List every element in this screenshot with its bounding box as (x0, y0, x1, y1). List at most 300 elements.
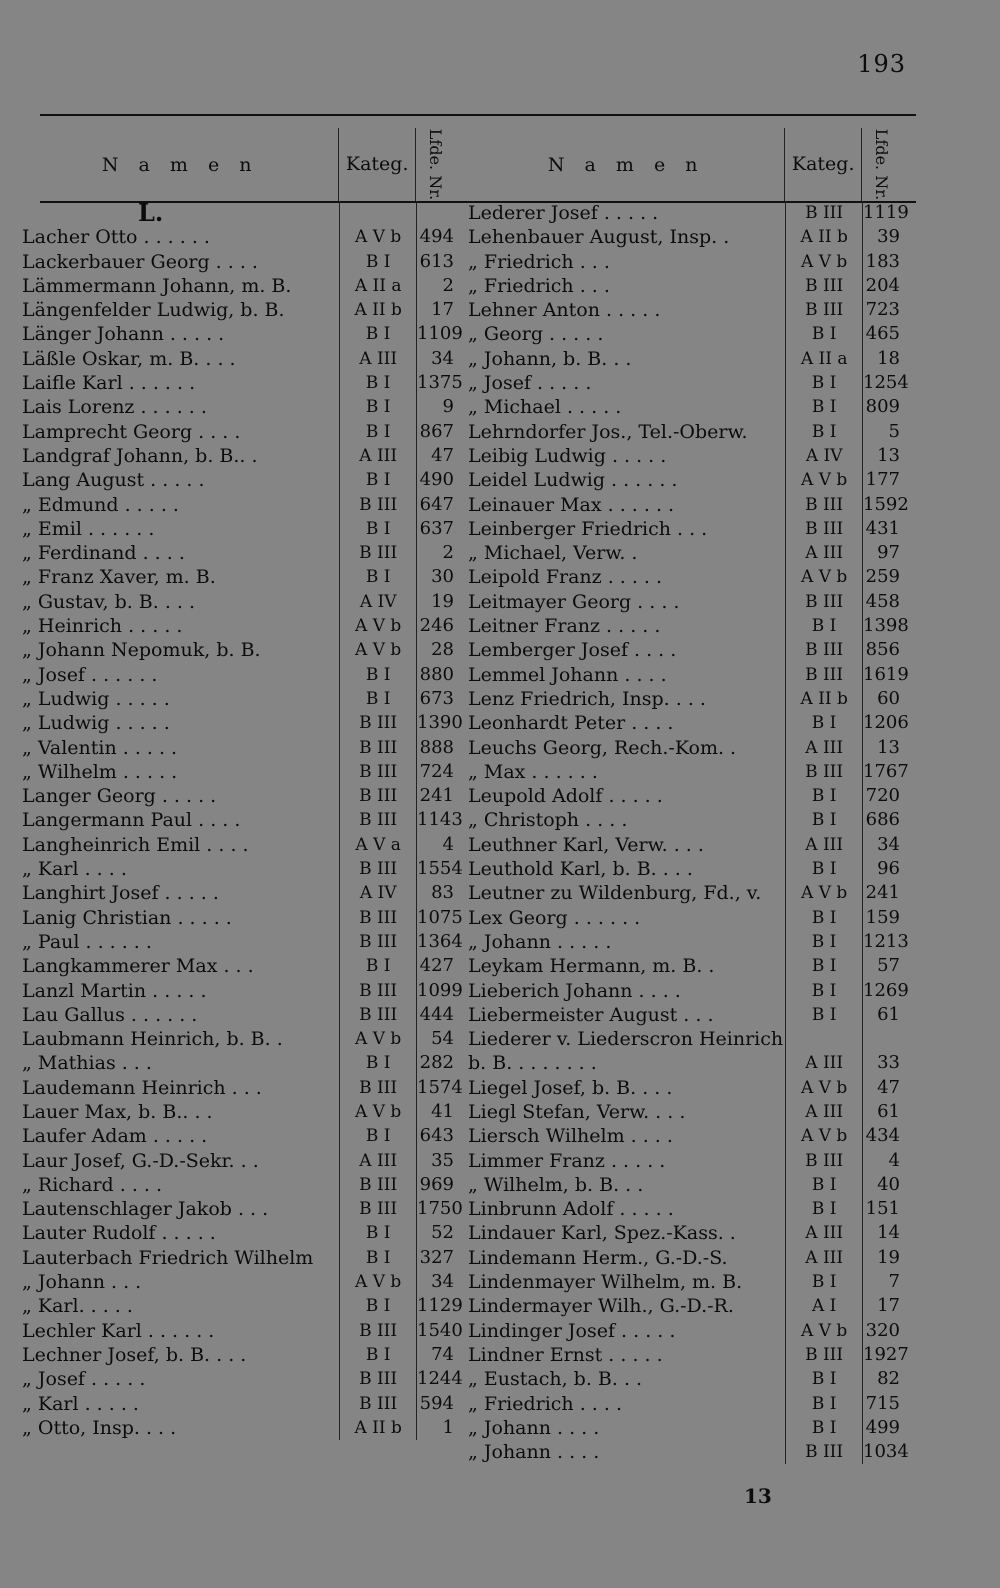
cell-nr: 809 (862, 395, 902, 419)
table-row (22, 468, 456, 492)
cell-nr: 52 (416, 1221, 456, 1245)
table-row (468, 1416, 902, 1440)
table-row (468, 1051, 902, 1075)
cell-name: Längenfelder Ludwig, b. B. (22, 299, 285, 322)
cell-nr: 1540 (416, 1319, 456, 1343)
table-row (22, 808, 463, 832)
cell-nr: 1927 (862, 1343, 902, 1367)
cell-nr: 643 (416, 1124, 456, 1148)
cell-nr: 39 (862, 225, 902, 249)
cell-name: Leuthold Karl, b. B. . . . (468, 858, 693, 881)
cell-kat: B I (339, 517, 416, 541)
cell-kat: B I (339, 565, 416, 589)
cell-nr: 17 (416, 298, 456, 322)
cell-name: „ Franz Xaver, m. B. (22, 566, 216, 589)
cell-name: Leinauer Max . . . . . . (468, 493, 675, 516)
table-row (22, 274, 456, 298)
cell-kat: B I (339, 1221, 416, 1245)
cell-nr: 18 (862, 347, 902, 371)
cell-name: Lemberger Josef . . . . (468, 639, 677, 662)
cell-nr: 1574 (416, 1076, 456, 1100)
cell-nr: 97 (862, 541, 902, 565)
cell-name: „ Wilhelm, b. B. . . (468, 1173, 644, 1196)
cell-name: Limmer Franz . . . . . (468, 1149, 666, 1172)
table-row (468, 420, 902, 444)
cell-nr: 57 (862, 954, 902, 978)
cell-nr: 9 (416, 395, 456, 419)
cell-name: „ Josef . . . . . (22, 1368, 146, 1391)
cell-nr: 715 (862, 1392, 902, 1416)
cell-nr: 17 (862, 1294, 902, 1318)
table-row (468, 298, 902, 322)
cell-name: Langermann Paul . . . . (22, 809, 241, 832)
cell-nr: 499 (862, 1416, 902, 1440)
table-row (468, 857, 902, 881)
table-row (22, 979, 463, 1003)
cell-nr: 1619 (862, 663, 902, 687)
cell-name: Lindermayer Wilh., G.-D.-R. (468, 1295, 734, 1318)
table-row (468, 1367, 902, 1391)
cell-nr: 2 (416, 274, 456, 298)
table-row (468, 1270, 902, 1294)
cell-kat: B III (785, 298, 862, 322)
cell-nr: 1254 (862, 371, 902, 395)
table-row (468, 493, 909, 517)
cell-name: Lehenbauer August, Insp. . (468, 226, 730, 249)
cell-name: Lanig Christian . . . . . (22, 906, 232, 929)
cell-name: Leinberger Friedrich . . . (468, 517, 708, 540)
top-rule (40, 114, 916, 116)
cell-kat: A V b (785, 1124, 862, 1148)
cell-name: Liegel Josef, b. B. . . . (468, 1076, 673, 1099)
cell-nr: 33 (862, 1051, 902, 1075)
cell-kat: B I (339, 1051, 416, 1075)
cell-name: „ Ferdinand . . . . (22, 542, 185, 565)
cell-kat: A V b (785, 1319, 862, 1343)
table-row (22, 711, 463, 735)
cell-kat: B I (339, 1124, 416, 1148)
table-row (22, 1367, 463, 1391)
cell-kat: B I (785, 322, 862, 346)
cell-kat: B I (785, 857, 862, 881)
cell-kat: A III (339, 444, 416, 468)
cell-name: Leupold Adolf . . . . . (468, 785, 663, 808)
cell-name: Lemmel Johann . . . . (468, 663, 667, 686)
cell-nr: 1099 (416, 979, 456, 1003)
cell-nr: 594 (416, 1392, 456, 1416)
cell-name: Lanzl Martin . . . . . (22, 979, 207, 1002)
cell-nr: 61 (862, 1100, 902, 1124)
cell-kat: B I (339, 468, 416, 492)
table-row (468, 979, 909, 1003)
table-row (468, 1294, 902, 1318)
cell-name: Laudemann Heinrich . . . (22, 1076, 262, 1099)
table-row (468, 322, 902, 346)
cell-nr: 888 (416, 736, 456, 760)
cell-kat: B III (339, 493, 416, 517)
table-row (22, 444, 456, 468)
cell-nr: 1129 (416, 1294, 456, 1318)
table-row (468, 881, 902, 905)
table-row (22, 322, 463, 346)
cell-kat: B I (785, 395, 862, 419)
cell-name: „ Friedrich . . . . (468, 1392, 622, 1415)
cell-name: Laur Josef, G.-D.-Sekr. . . (22, 1149, 259, 1172)
cell-kat: B I (339, 954, 416, 978)
table-row (468, 371, 909, 395)
cell-name: Läßle Oskar, m. B. . . . (22, 347, 236, 370)
right-header-row (468, 128, 902, 201)
cell-kat: B I (785, 420, 862, 444)
cell-kat: B III (785, 1149, 862, 1173)
header-nr-label: Lfde. Nr. (872, 128, 892, 201)
table-row (468, 395, 902, 419)
cell-kat: B I (785, 1392, 862, 1416)
cell-kat: B III (785, 590, 862, 614)
table-row (22, 1416, 456, 1440)
cell-kat: B III (339, 1173, 416, 1197)
cell-kat: B I (785, 784, 862, 808)
cell-nr: 969 (416, 1173, 456, 1197)
cell-name: Lenz Friedrich, Insp. . . . (468, 687, 706, 710)
cell-kat: B I (785, 1270, 862, 1294)
table-row (22, 1343, 456, 1367)
table-row (468, 517, 902, 541)
cell-name: Leitmayer Georg . . . . (468, 590, 680, 613)
cell-nr: 880 (416, 663, 456, 687)
cell-nr: 259 (862, 565, 902, 589)
cell-kat: B III (785, 201, 862, 225)
cell-name: „ Georg . . . . . (468, 323, 604, 346)
cell-nr: 30 (416, 565, 456, 589)
cell-kat: A III (785, 541, 862, 565)
cell-nr: 686 (862, 808, 902, 832)
cell-kat: B III (339, 711, 416, 735)
cell-nr: 35 (416, 1149, 456, 1173)
cell-nr: 2 (416, 541, 456, 565)
table-row (22, 1100, 456, 1124)
cell-name: L. (138, 201, 164, 226)
cell-name: „ Karl . . . . . (22, 1392, 139, 1415)
cell-kat: B I (339, 322, 416, 346)
cell-kat: B III (339, 906, 416, 930)
table-row (468, 541, 902, 565)
cell-name: „ Johann . . . (22, 1271, 142, 1294)
table-row (468, 1076, 902, 1100)
table-row (22, 1319, 463, 1343)
cell-name: Lämmermann Johann, m. B. (22, 274, 292, 297)
table-row (468, 225, 902, 249)
cell-nr: 13 (862, 736, 902, 760)
table-row (468, 1100, 902, 1124)
table-row (22, 1027, 456, 1051)
cell-nr: 1244 (416, 1367, 456, 1391)
cell-kat: A II b (785, 687, 862, 711)
cell-nr: 151 (862, 1197, 902, 1221)
cell-nr: 246 (416, 614, 456, 638)
table-row (468, 468, 902, 492)
page-number: 193 (857, 50, 906, 78)
cell-kat: A IV (339, 590, 416, 614)
table-row (22, 881, 456, 905)
cell-name: Langhirt Josef . . . . . (22, 882, 219, 905)
cell-kat: B III (339, 930, 416, 954)
cell-name: Leutner zu Wildenburg, Fd., v. (468, 882, 762, 905)
header-nr (861, 128, 902, 201)
cell-kat: B III (339, 760, 416, 784)
cell-nr: 241 (862, 881, 902, 905)
header-kateg: Kateg. (338, 128, 415, 201)
cell-nr: 282 (416, 1051, 456, 1075)
table-row (468, 1173, 902, 1197)
cell-nr: 1143 (416, 808, 456, 832)
table-row (22, 1076, 463, 1100)
cell-nr: 431 (862, 517, 902, 541)
cell-kat: A III (785, 1246, 862, 1270)
table-row (22, 954, 456, 978)
cell-nr: 427 (416, 954, 456, 978)
table-row (468, 930, 909, 954)
cell-kat: A V b (339, 225, 416, 249)
cell-kat: A III (785, 833, 862, 857)
cell-name: Lindenmayer Wilhelm, m. B. (468, 1271, 743, 1294)
cell-kat: B III (339, 979, 416, 1003)
cell-name: Langkammerer Max . . . (22, 955, 254, 978)
cell-name: b. B. . . . . . . . (468, 1052, 597, 1075)
cell-kat: B I (785, 1416, 862, 1440)
cell-nr (862, 1027, 902, 1051)
cell-name: Lehner Anton . . . . . (468, 299, 661, 322)
table-row (468, 1319, 902, 1343)
cell-name: „ Wilhelm . . . . . (22, 760, 178, 783)
cell-name: „ Ludwig . . . . . (22, 712, 170, 735)
table-row (468, 1392, 902, 1416)
cell-nr: 34 (416, 347, 456, 371)
cell-kat: B I (785, 930, 862, 954)
cell-kat: B I (339, 420, 416, 444)
cell-kat: A III (339, 347, 416, 371)
cell-name: Leuchs Georg, Rech.-Kom. . (468, 736, 737, 759)
cell-name: Lackerbauer Georg . . . . (22, 250, 258, 273)
cell-nr: 1075 (416, 906, 456, 930)
cell-kat: B I (785, 808, 862, 832)
table-row (22, 395, 456, 419)
table-row (468, 444, 902, 468)
cell-nr: 434 (862, 1124, 902, 1148)
table-row (468, 1343, 909, 1367)
cell-nr: 1390 (416, 711, 456, 735)
cell-name: Lehrndorfer Jos., Tel.-Oberw. (468, 420, 748, 443)
cell-nr: 204 (862, 274, 902, 298)
cell-name: „ Karl. . . . . (22, 1295, 133, 1318)
cell-name: Lacher Otto . . . . . . (22, 226, 210, 249)
cell-nr: 74 (416, 1343, 456, 1367)
table-row (22, 420, 456, 444)
cell-nr: 613 (416, 250, 456, 274)
cell-name: Lautenschlager Jakob . . . (22, 1198, 269, 1221)
cell-name: „ Paul . . . . . . (22, 930, 152, 953)
cell-name: Liersch Wilhelm . . . . (468, 1125, 673, 1148)
table-row (22, 298, 456, 322)
cell-kat: A V b (785, 468, 862, 492)
cell-name: Leibig Ludwig . . . . . (468, 444, 667, 467)
table-row (468, 1027, 902, 1051)
cell-kat: A II b (785, 225, 862, 249)
cell-kat: A II b (339, 1416, 416, 1440)
cell-nr: 60 (862, 687, 902, 711)
table-row (22, 736, 456, 760)
cell-nr: 1554 (416, 857, 456, 881)
cell-kat: A I (785, 1294, 862, 1318)
cell-nr: 458 (862, 590, 902, 614)
cell-name: „ Max . . . . . . (468, 760, 598, 783)
cell-kat: B III (785, 638, 862, 662)
cell-name: Leonhardt Peter . . . . (468, 712, 674, 735)
table-row (468, 906, 902, 930)
table-row (22, 1294, 463, 1318)
cell-kat: A V b (785, 881, 862, 905)
table-row (22, 541, 456, 565)
cell-kat: B III (785, 760, 862, 784)
left-header-row (22, 128, 456, 201)
cell-kat: B I (339, 371, 416, 395)
table-row (22, 1003, 456, 1027)
cell-kat: B I (339, 1343, 416, 1367)
cell-kat: B I (785, 954, 862, 978)
right-rows (468, 201, 909, 1464)
cell-name: „ Johann, b. B. . . (468, 347, 632, 370)
cell-nr: 19 (862, 1246, 902, 1270)
table-row (468, 638, 902, 662)
cell-name: „ Heinrich . . . . . (22, 615, 183, 638)
cell-nr: 61 (862, 1003, 902, 1027)
table-row (468, 590, 902, 614)
cell-name: „ Ludwig . . . . . (22, 687, 170, 710)
cell-name: „ Otto, Insp. . . . (22, 1416, 177, 1439)
cell-nr: 7 (862, 1270, 902, 1294)
cell-name: „ Mathias . . . (22, 1052, 152, 1075)
cell-nr: 1213 (862, 930, 902, 954)
cell-kat: B III (339, 1319, 416, 1343)
cell-nr: 34 (862, 833, 902, 857)
cell-nr: 494 (416, 225, 456, 249)
cell-kat: A V b (339, 1270, 416, 1294)
header-kateg: Kateg. (784, 128, 861, 201)
cell-kat: A IV (785, 444, 862, 468)
cell-kat: A III (785, 736, 862, 760)
cell-name: „ Michael . . . . . (468, 396, 622, 419)
cell-name: Leidel Ludwig . . . . . . (468, 469, 678, 492)
cell-kat: A III (785, 1221, 862, 1245)
cell-kat: A V b (339, 638, 416, 662)
cell-kat: A V b (785, 250, 862, 274)
header-nr-label: Lfde. Nr. (426, 128, 446, 201)
cell-kat: B I (339, 663, 416, 687)
cell-kat: A IV (339, 881, 416, 905)
cell-nr: 28 (416, 638, 456, 662)
cell-nr: 1364 (416, 930, 456, 954)
cell-kat: A III (785, 1100, 862, 1124)
cell-kat: A V b (339, 1100, 416, 1124)
cell-kat: B III (339, 784, 416, 808)
cell-nr: 34 (416, 1270, 456, 1294)
table-row (22, 201, 456, 225)
cell-name: „ Friedrich . . . (468, 250, 610, 273)
table-row (468, 201, 909, 225)
cell-name: Leykam Hermann, m. B. . (468, 955, 715, 978)
cell-name: „ Karl . . . . (22, 858, 127, 881)
table-row (22, 1149, 456, 1173)
cell-nr: 1 (416, 1416, 456, 1440)
cell-kat: A V b (785, 565, 862, 589)
cell-name: Landgraf Johann, b. B.. . (22, 444, 258, 467)
table-row (22, 1197, 463, 1221)
table-row (22, 1246, 456, 1270)
cell-name: Liederer v. Liederscron Heinrich (468, 1028, 784, 1051)
table-row (22, 906, 463, 930)
cell-kat: A V b (339, 1027, 416, 1051)
cell-name: „ Johann . . . . (468, 1416, 600, 1439)
header-name: N a m e n (101, 153, 259, 176)
table-row (22, 760, 456, 784)
cell-name: Leitner Franz . . . . . (468, 615, 661, 638)
cell-kat: A II b (339, 298, 416, 322)
table-row (468, 687, 902, 711)
table-row (468, 250, 902, 274)
cell-kat: B I (785, 1003, 862, 1027)
cell-name: Lindinger Josef . . . . . (468, 1319, 676, 1342)
cell-nr: 490 (416, 468, 456, 492)
table-row (468, 1197, 902, 1221)
cell-nr: 4 (862, 1149, 902, 1173)
cell-kat: B I (339, 1246, 416, 1270)
cell-nr: 1119 (862, 201, 902, 225)
table-row (22, 590, 456, 614)
table-row (22, 687, 456, 711)
table-row (22, 371, 463, 395)
table-row (22, 663, 456, 687)
cell-nr: 856 (862, 638, 902, 662)
cell-name: Lauer Max, b. B.. . . (22, 1100, 213, 1123)
cell-kat: B I (785, 979, 862, 1003)
signature-mark: 13 (744, 1484, 772, 1508)
cell-nr: 647 (416, 493, 456, 517)
cell-name: Leuthner Karl, Verw. . . . (468, 833, 704, 856)
cell-name: „ Friedrich . . . (468, 274, 610, 297)
cell-nr: 1767 (862, 760, 902, 784)
cell-nr: 13 (862, 444, 902, 468)
cell-nr: 14 (862, 1221, 902, 1245)
cell-nr: 1398 (862, 614, 902, 638)
table-row (22, 517, 456, 541)
table-row (468, 711, 909, 735)
table-row (22, 347, 456, 371)
table-row (468, 663, 909, 687)
table-row (468, 833, 902, 857)
table-row (468, 614, 909, 638)
cell-nr: 1750 (416, 1197, 456, 1221)
table-row (22, 1270, 456, 1294)
cell-name: Langheinrich Emil . . . . (22, 833, 249, 856)
table-row (22, 1173, 456, 1197)
cell-kat: B I (785, 906, 862, 930)
cell-name: „ Edmund . . . . . (22, 493, 179, 516)
cell-name: Linbrunn Adolf . . . . . (468, 1198, 674, 1221)
cell-kat: B I (785, 614, 862, 638)
table-row (22, 1392, 456, 1416)
cell-nr: 720 (862, 784, 902, 808)
cell-name: Lamprecht Georg . . . . (22, 420, 241, 443)
